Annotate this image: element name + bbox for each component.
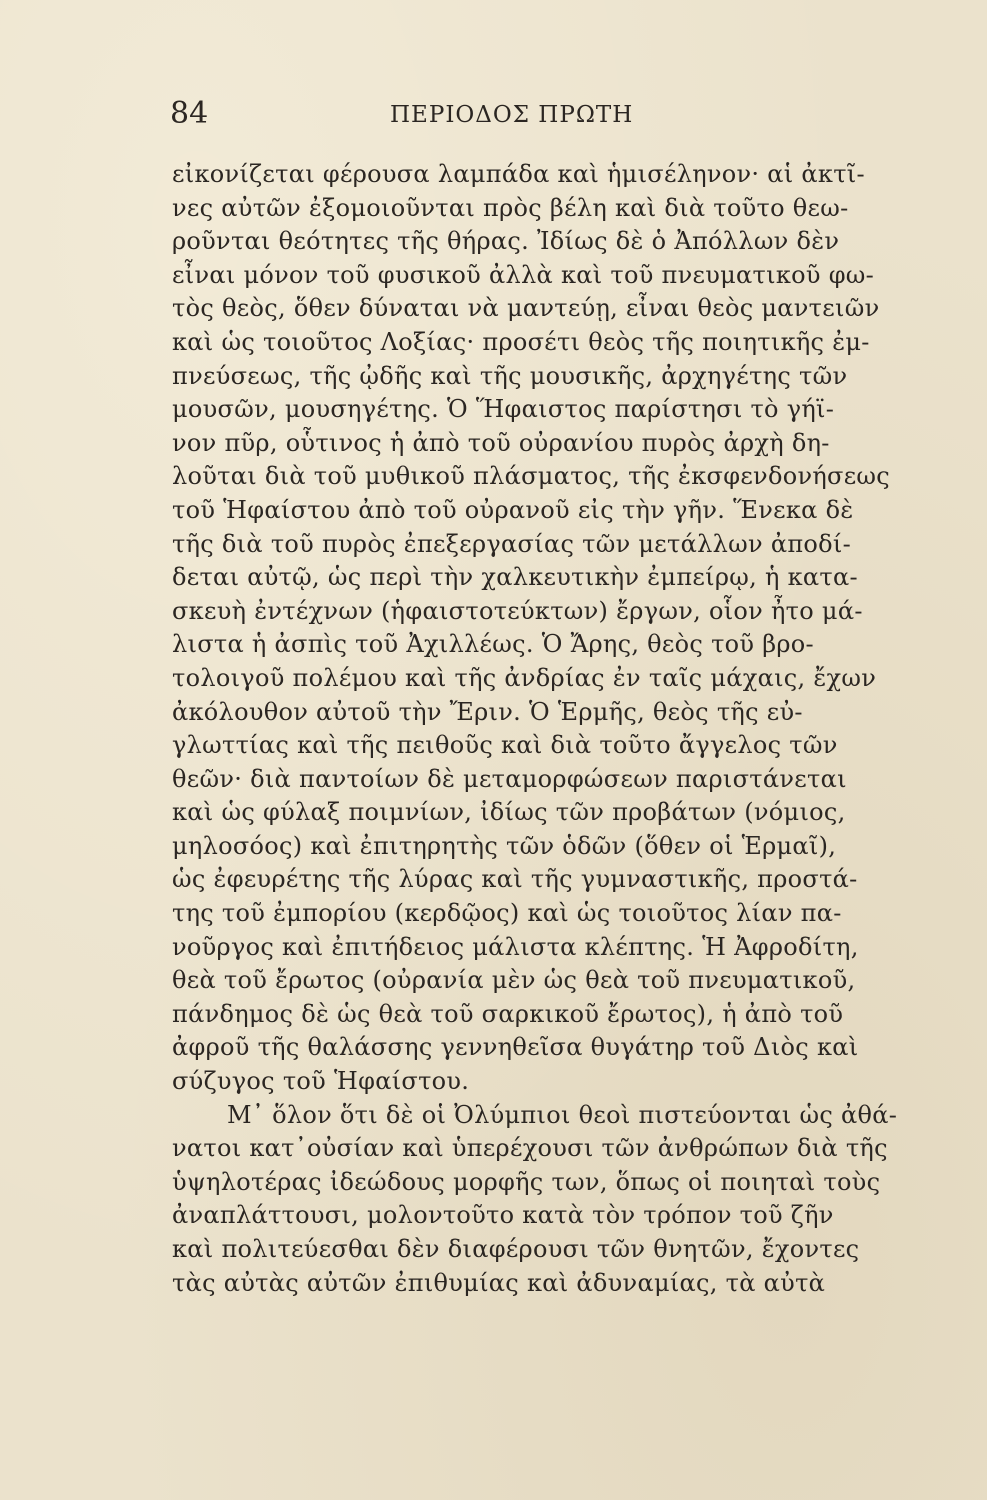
text-line: καὶ ὡς τοιοῦτος Λοξίας· προσέτι θεὸς τῆς ποιητικῆς ἐμ- [172,327,870,356]
text-line: ἀκόλουθον αὐτοῦ τὴν Ἔριν. Ὁ Ἑρμῆς, θεὸς τῆς εὐ- [172,697,803,726]
paragraph-first-line: Μ᾽ ὅλον ὅτι δὲ οἱ Ὀλύμπιοι θεοὶ πιστεύονται ὡς ἀθά- [227,1100,898,1129]
text-line: καὶ πολιτεύεσθαι δὲν διαφέρουσι τῶν θνητῶν, ἔχοντες [172,1235,860,1263]
text-line: νον πῦρ, οὗτινος ἡ ἀπὸ τοῦ οὐρανίου πυρὸς ἀρχὴ δη- [172,428,830,457]
text-line: ὑψηλοτέρας ἰδεώδους μορφῆς των, ὅπως οἱ ποιηταὶ τοὺς [172,1167,881,1196]
text-line: νατοι κατ᾽οὐσίαν καὶ ὑπερέχουσι τῶν ἀνθρώπων διὰ τῆς [172,1134,888,1163]
text-line: νες αὐτῶν ἐξομοιοῦνται πρὸς βέλη καὶ διὰ τοῦτο θεω- [172,193,849,222]
body-text [172,158,932,1300]
page-header [170,96,930,136]
running-head: ΠΕΡΙΟΔΟΣ ΠΡΩΤΗ [390,102,634,128]
text-line: νοῦργος καὶ ἐπιτήδειος μάλιστα κλέπτης. Ἡ Ἀφροδίτη, [172,932,859,961]
text-line: σύζυγος τοῦ Ἡφαίστου. [172,1067,470,1096]
text-line: μουσῶν, μουσηγέτης. Ὁ Ἥφαιστος παρίστησι τὸ γήϊ- [172,395,835,424]
text-line: μηλοσόος) καὶ ἐπιτηρητὴς τῶν ὁδῶν (ὅθεν οἱ Ἑρμαῖ), [172,831,837,860]
text-line: τῆς διὰ τοῦ πυρὸς ἐπεξεργασίας τῶν μετάλλων ἀποδί- [172,529,852,558]
text-line: πάνδημος δὲ ὡς θεὰ τοῦ σαρκικοῦ ἔρωτος), ἡ ἀπὸ τοῦ [172,999,844,1028]
text-line: θεῶν· διὰ παντοίων δὲ μεταμορφώσεων παριστάνεται [172,764,847,793]
page-number: 84 [170,96,209,131]
text-line: καὶ ὡς φύλαξ ποιμνίων, ἰδίως τῶν προβάτων (νόμιος, [172,798,846,827]
text-line: λοῦται διὰ τοῦ μυθικοῦ πλάσματος, τῆς ἐκσφενδονήσεως [172,462,891,491]
text-line: τὸς θεὸς, ὅθεν δύναται νὰ μαντεύῃ, εἶναι θεὸς μαντειῶν [172,294,880,323]
text-line: πνεύσεως, τῆς ᾠδῆς καὶ τῆς μουσικῆς, ἀρχηγέτης τῶν [172,361,848,390]
text-line: τολοιγοῦ πολέμου καὶ τῆς ἀνδρίας ἐν ταῖς μάχαις, ἔχων [172,663,877,692]
text-line: ἀναπλάττουσι, μολοντοῦτο κατὰ τὸν τρόπον τοῦ ζῆν [172,1201,834,1230]
text-line: ροῦνται θεότητες τῆς θήρας. Ἰδίως δὲ ὁ Ἀπόλλων δὲν [172,227,840,256]
text-line: γλωττίας καὶ τῆς πειθοῦς καὶ διὰ τοῦτο ἄγγελος τῶν [172,731,838,760]
text-line: εἶναι μόνον τοῦ φυσικοῦ ἀλλὰ καὶ τοῦ πνευματικοῦ φω- [172,260,875,289]
text-line: δεται αὐτῷ, ὡς περὶ τὴν χαλκευτικὴν ἐμπείρῳ, ἡ κατα- [172,563,858,592]
text-line: θεὰ τοῦ ἔρωτος (οὐρανία μὲν ὡς θεὰ τοῦ πνευματικοῦ, [172,966,856,995]
text-line: ὡς ἐφευρέτης τῆς λύρας καὶ τῆς γυμναστικῆς, προστά- [172,865,858,894]
text-line: τοῦ Ἡφαίστου ἀπὸ τοῦ οὐρανοῦ εἰς τὴν γῆν. Ἕνεκα δὲ [172,495,854,524]
text-line: σκευὴ ἐντέχνων (ἡφαιστοτεύκτων) ἔργων, οἷον ἦτο μά- [172,596,863,625]
text-line: λιστα ἡ ἀσπὶς τοῦ Ἀχιλλέως. Ὁ Ἄρης, θεὸς τοῦ βρο- [172,630,814,659]
text-line: της τοῦ ἐμπορίου (κερδῷος) καὶ ὡς τοιοῦτος λίαν πα- [172,899,842,928]
text-line: ἀφροῦ τῆς θαλάσσης γεννηθεῖσα θυγάτηρ τοῦ Διὸς καὶ [172,1033,859,1062]
text-line: τὰς αὐτὰς αὐτῶν ἐπιθυμίας καὶ ἀδυναμίας, τὰ αὐτὰ [172,1268,826,1297]
text-line: εἰκονίζεται φέρουσα λαμπάδα καὶ ἡμισέληνον· αἱ ἀκτῖ- [172,160,865,188]
